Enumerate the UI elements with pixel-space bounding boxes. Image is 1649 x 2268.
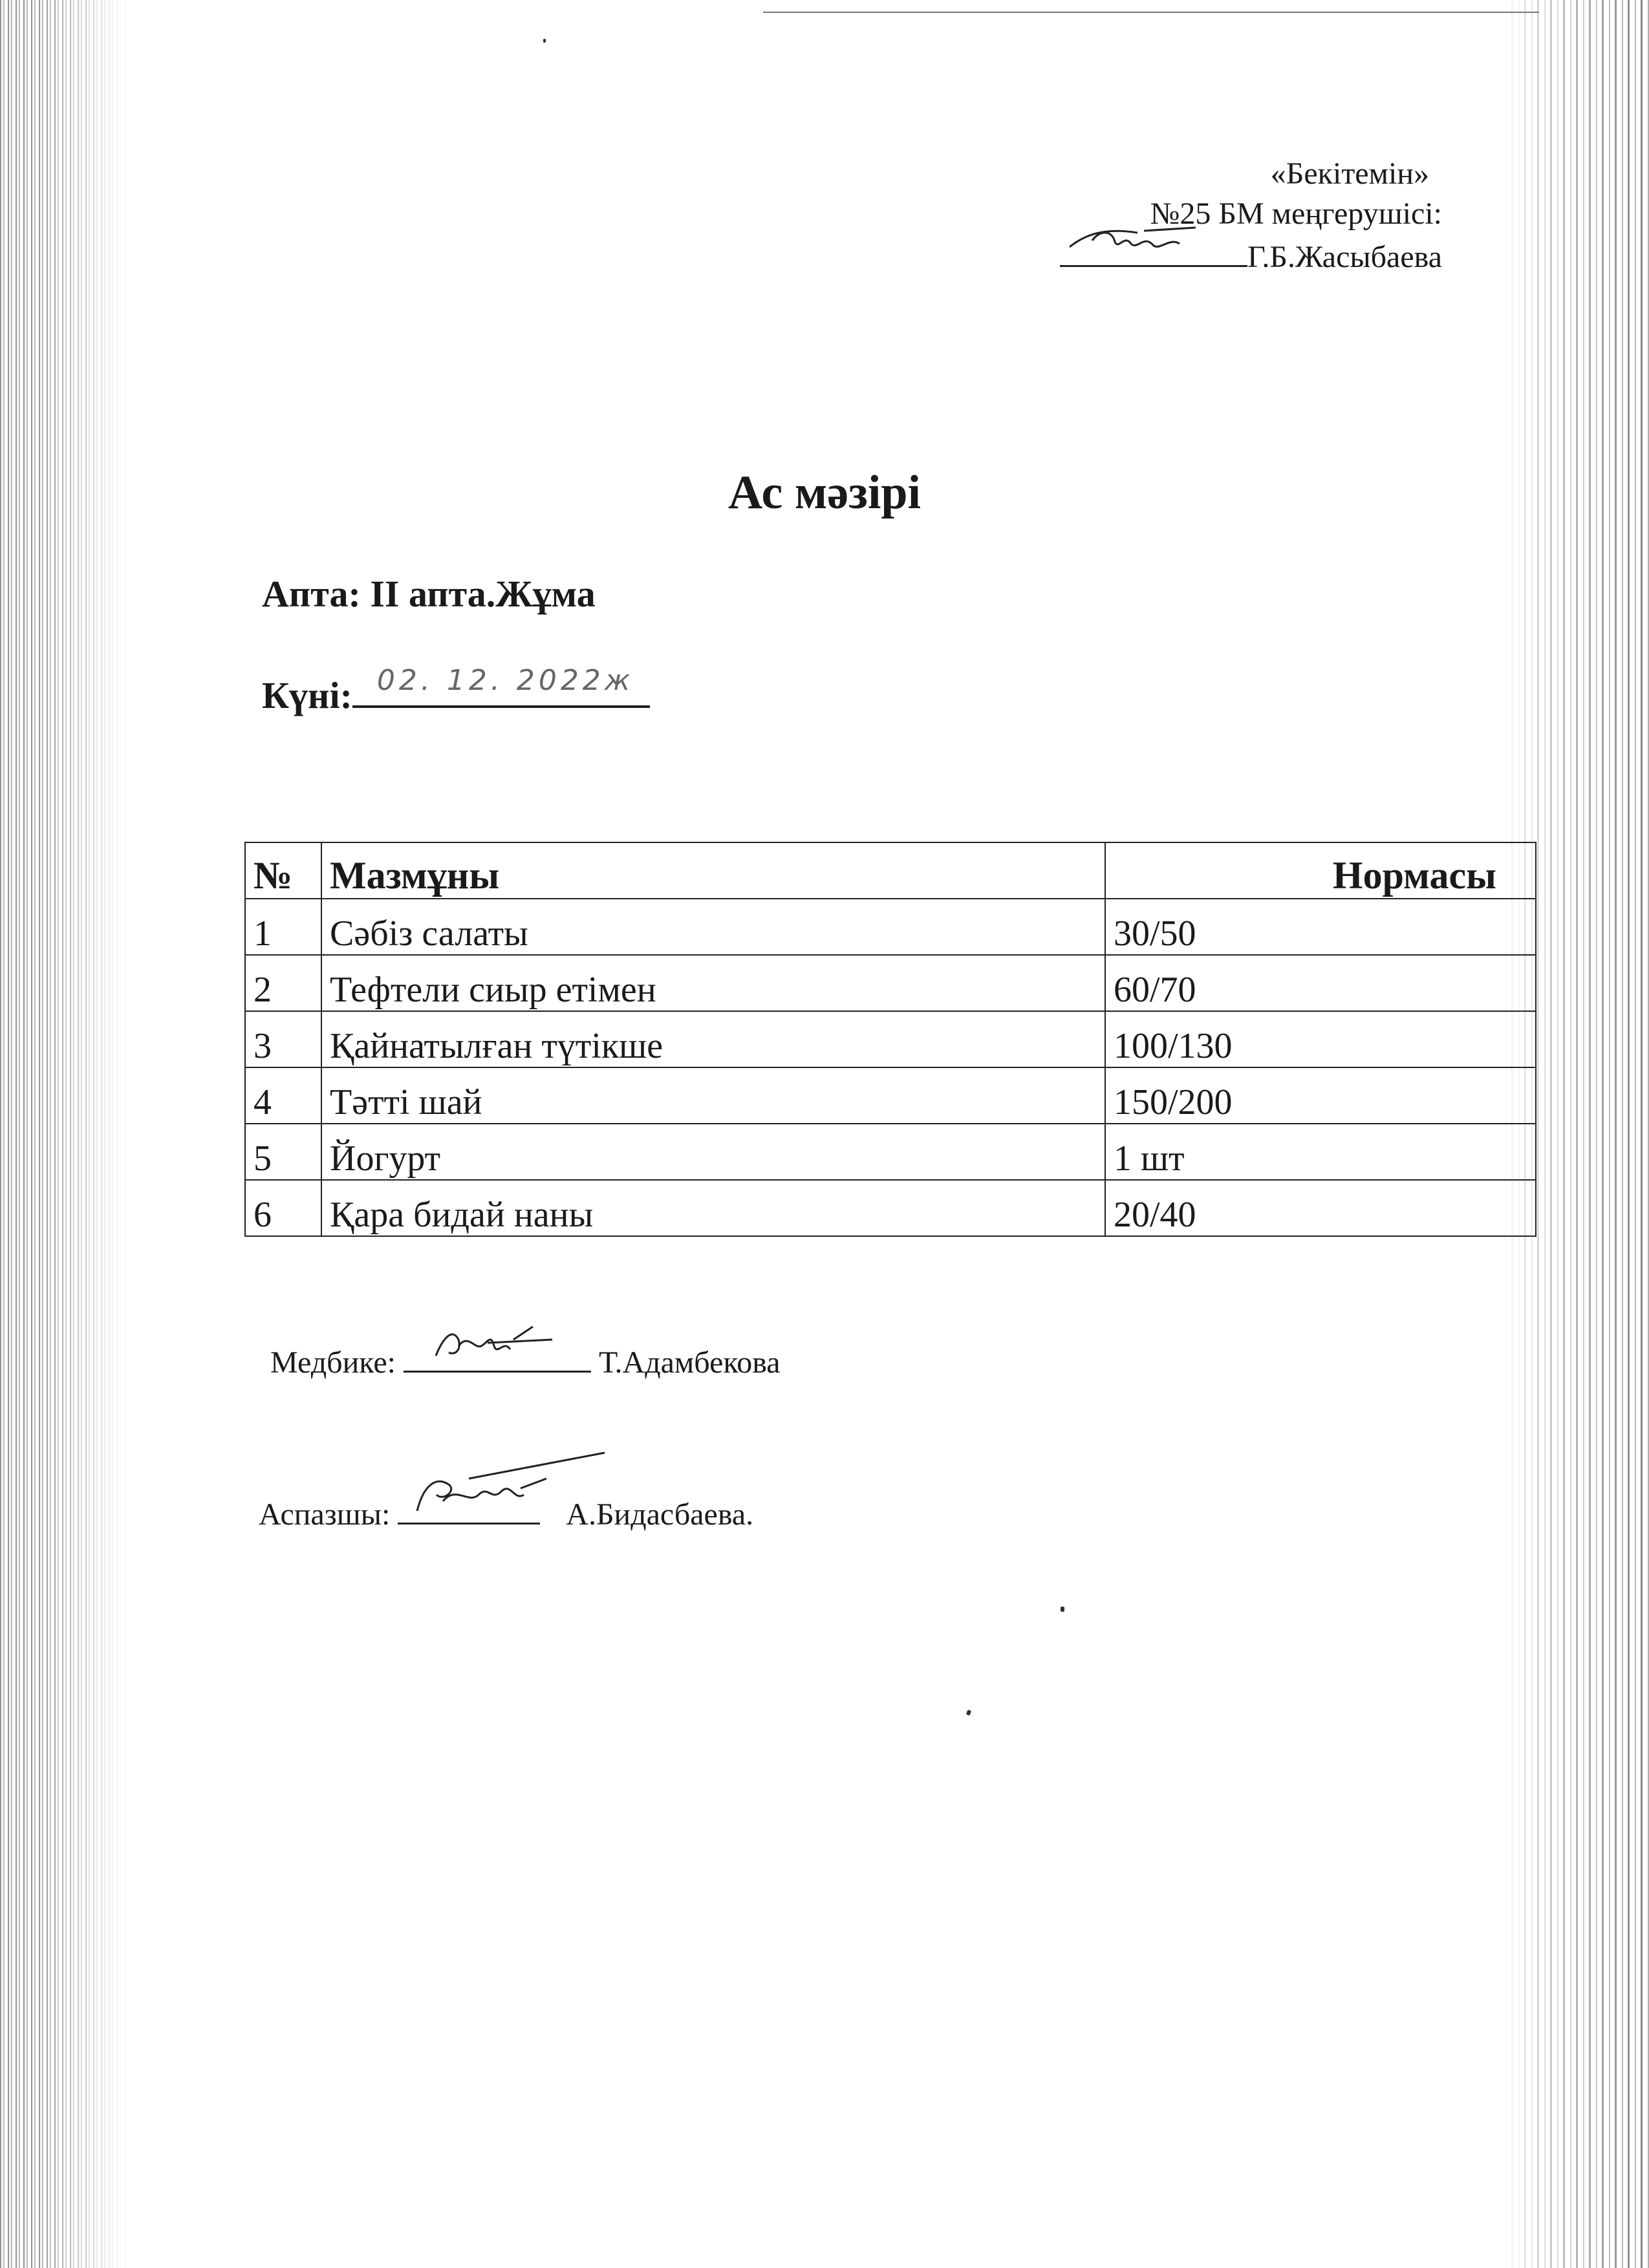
table-row [245, 899, 1536, 955]
row-norm: 30/50 [1105, 899, 1536, 955]
row-content: Қара бидай наны [321, 1180, 1105, 1236]
header-norm: Нормасы [1105, 842, 1536, 899]
menu-table [244, 842, 1536, 1237]
cook-name: А.Бидасбаева. [566, 1497, 754, 1532]
date-row [262, 664, 650, 717]
row-number: 2 [245, 955, 321, 1011]
header-content: Мазмұны [321, 842, 1105, 899]
approval-label: «Бекітемін» [1270, 156, 1429, 191]
header-number: № [245, 842, 321, 899]
row-norm: 150/200 [1105, 1067, 1536, 1124]
approval-signature-row [1060, 234, 1442, 277]
signature-scribble-icon [423, 1320, 578, 1365]
week-label: Апта: II апта.Жұма [262, 573, 596, 615]
row-number: 6 [245, 1180, 321, 1236]
row-content: Йогурт [321, 1124, 1105, 1180]
row-norm: 20/40 [1105, 1180, 1536, 1236]
row-norm: 1 шт [1105, 1124, 1536, 1180]
scan-top-line [763, 12, 1539, 13]
cook-label: Аспазшы: [259, 1497, 391, 1532]
scan-artifact-left [0, 0, 129, 2268]
nurse-signature-line [404, 1340, 591, 1373]
row-content: Тефтели сиыр етімен [321, 955, 1105, 1011]
date-line [352, 664, 650, 708]
scan-speck [1061, 1607, 1064, 1612]
scan-speck [543, 39, 546, 43]
row-content: Сәбіз салаты [321, 899, 1105, 955]
nurse-signature-row [270, 1340, 781, 1380]
date-label: Күні: [262, 674, 352, 716]
table-row [245, 1124, 1536, 1180]
cook-signature-line [398, 1492, 540, 1524]
cook-signature-row [259, 1492, 753, 1532]
row-number: 3 [245, 1011, 321, 1067]
row-number: 1 [245, 899, 321, 955]
row-content: Тәтті шай [321, 1067, 1105, 1124]
row-content: Қайнатылған түтікше [321, 1011, 1105, 1067]
date-value: 02. 12. 2022ж [376, 664, 634, 697]
page-title: Ас мәзірі [727, 466, 921, 519]
nurse-label: Медбике: [270, 1345, 396, 1380]
row-number: 5 [245, 1124, 321, 1180]
table-header-row [245, 842, 1536, 899]
approval-signature-line [1060, 234, 1247, 267]
signature-scribble-icon [391, 1440, 611, 1524]
approval-name: Г.Б.Жасыбаева [1247, 240, 1442, 274]
row-norm: 60/70 [1105, 955, 1536, 1011]
table-row [245, 1011, 1536, 1067]
approval-position: №25 БМ меңгерушісі: [1150, 197, 1442, 231]
table-row [245, 955, 1536, 1011]
signature-scribble-icon [1066, 221, 1209, 260]
approval-block [1060, 154, 1442, 277]
scan-speck [966, 1709, 971, 1716]
row-number: 4 [245, 1067, 321, 1124]
nurse-name: Т.Адамбекова [599, 1345, 781, 1380]
table-row [245, 1067, 1536, 1124]
table-row [245, 1180, 1536, 1236]
row-norm: 100/130 [1105, 1011, 1536, 1067]
